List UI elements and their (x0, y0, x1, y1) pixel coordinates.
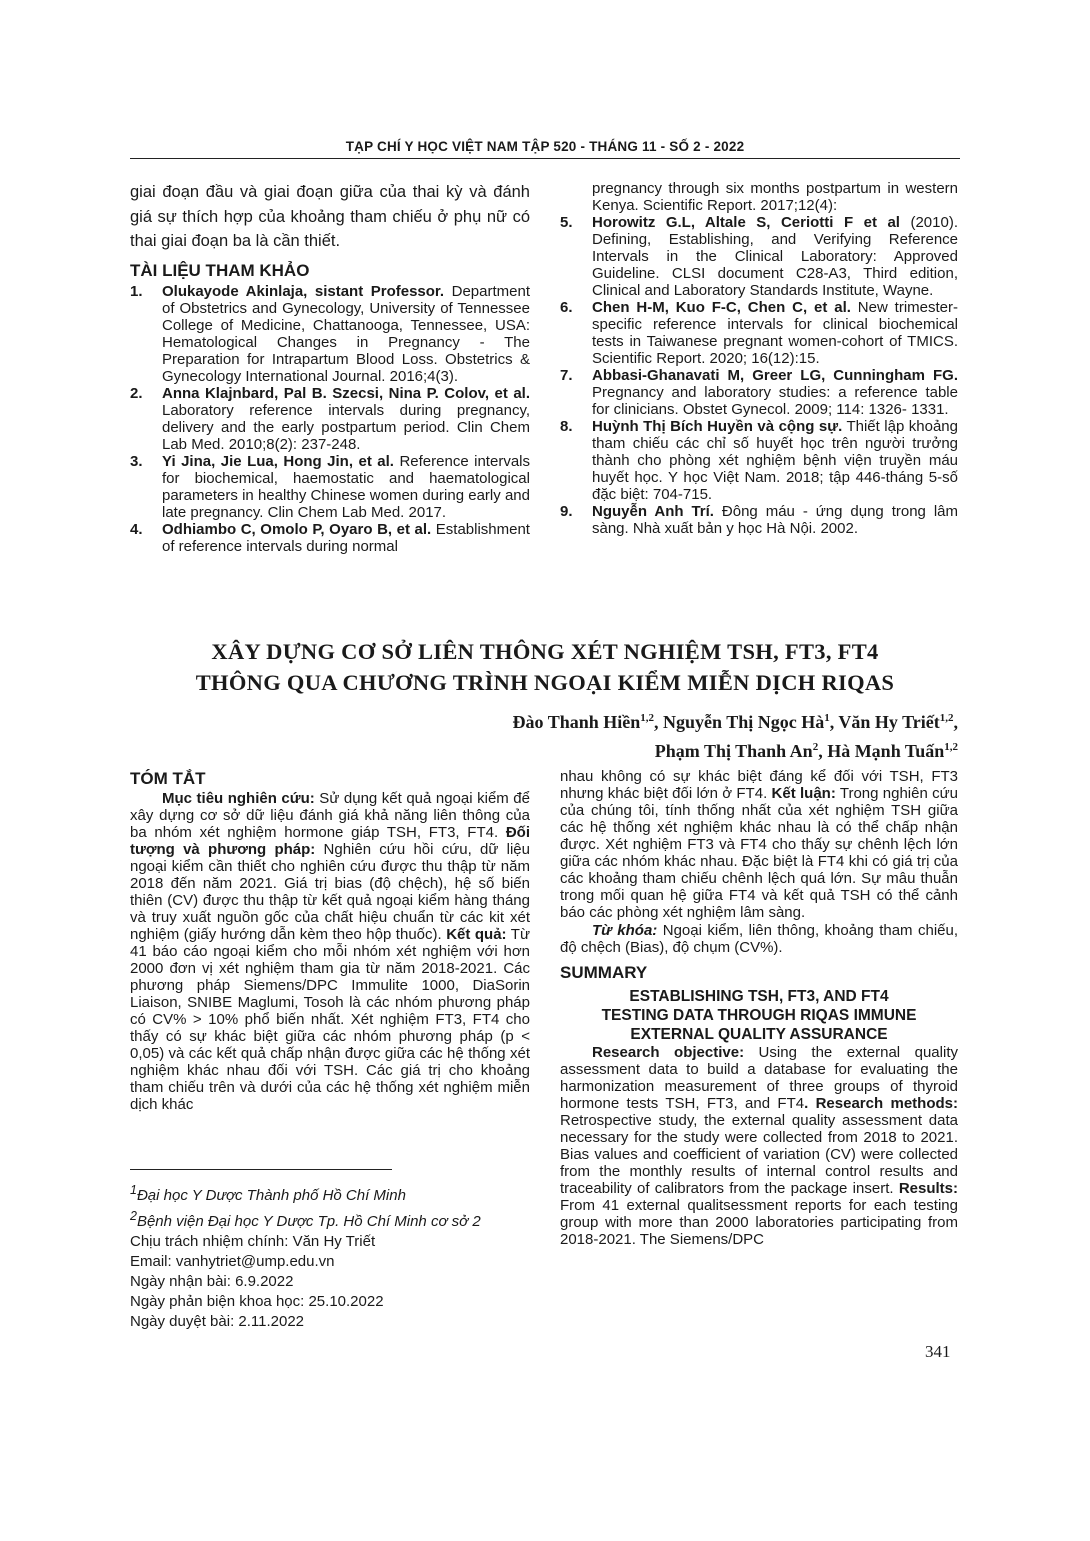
reference-authors: Huỳnh Thị Bích Huyền và cộng sự. (592, 418, 843, 435)
summary-results-text: From 41 external qualitsessment reports for each testing group with more than 2000 laboratories participating from 2018-2021. The Siemens/DPC (560, 1197, 958, 1248)
footnote-rule (130, 1169, 392, 1170)
summary-subtitle-line: TESTING DATA THROUGH RIQAS IMMUNE (601, 1007, 917, 1024)
accepted-date: Ngày duyệt bài: 2.11.2022 (130, 1313, 305, 1330)
reference-number: 2. (130, 384, 143, 402)
author-list (258, 706, 958, 764)
reference-item (130, 521, 530, 555)
reference-item (560, 299, 958, 367)
reference-authors: Nguyễn Anh Trí. (592, 503, 714, 520)
reference-item (560, 214, 958, 299)
summary-objective-label: Research objective: (592, 1044, 745, 1061)
reference-authors: Yi Jina, Jie Lua, Hong Jin, et al. (162, 452, 394, 470)
conclusion-label: Kết luận: (771, 785, 836, 802)
author-affiliation: 2 (812, 741, 819, 753)
author-separator: , (953, 712, 958, 732)
reference-text: Establishment of reference intervals during normal (162, 520, 530, 555)
summary-methods-text: Retrospective study, the external quality assessment data necessary for the study were collected from 2018 to 2021. Bias values and coefficient of variation (CV) were collected from the monthly results of internal control results and traceability of calibrators from the package insert. (560, 1112, 958, 1197)
header-rule (130, 158, 960, 159)
journal-header: TẠP CHÍ Y HỌC VIỆT NAM TẬP 520 - THÁNG 11 - SỐ 2 - 2022 (345, 139, 745, 154)
reference-number: 1. (130, 282, 143, 300)
reference-number: 7. (560, 367, 573, 384)
email: Email: vanhytriet@ump.edu.vn (130, 1253, 335, 1270)
reference-text: Reference intervals for biochemical, haemostatic and haematological parameters in healthy Chinese women during early and late pregnancy. Clin Chem Lab Med. 2017. (162, 452, 530, 521)
reference-number: 9. (560, 503, 573, 520)
results-label: Kết quả: (446, 926, 507, 943)
summary-subtitle-line: ESTABLISHING TSH, FT3, AND FT4 (629, 988, 889, 1005)
reference-text: Laboratory reference intervals during pregnancy, delivery and the early postpartum period. Clin Chem Lab Med. 2010;8(2): 237-248. (162, 401, 530, 453)
keywords-label: Từ khóa: (592, 922, 658, 939)
reference-item (130, 453, 530, 521)
affiliation-1-sup: 1 (130, 1183, 137, 1197)
reference-continuation: pregnancy through six months postpartum in western Kenya. Scientific Report. 2017;12(4): (592, 180, 958, 214)
reference-text: Đông máu - ứng dụng trong lâm sàng. Nhà xuất bản y học Hà Nội. 2002. (592, 503, 958, 537)
summary-subtitle-line: EXTERNAL QUALITY ASSURANCE (630, 1026, 888, 1043)
author-separator: , (829, 712, 839, 732)
upper-right-column (560, 180, 958, 537)
results-continuation-text: nhau không có sự khác biệt đáng kể đối với TSH, FT3 nhưng khác biệt đối lớn ở FT4. (560, 768, 958, 802)
reference-number: 5. (560, 214, 573, 231)
summary-subtitle (560, 987, 958, 1044)
methods-text: Nghiên cứu hồi cứu, dữ liệu ngoại kiểm cần thiết cho nghiên cứu được thu thập từ năm 2018 đến năm 2021. Giá trị bias (độ chệch), hệ số biến thiên (CV) được thu thập từ kết quả ngoại kiểm hàng tháng và truy xuất nguồn gốc của chất hiệu chuẩn từ các kit xét nghiệm (giấy hướng dẫn kèm theo hộp thuốc). (130, 841, 530, 943)
reference-item (130, 283, 530, 385)
article-title (130, 636, 960, 698)
author-separator: , (654, 712, 664, 732)
reference-number: 8. (560, 418, 573, 435)
reference-authors: Olukayode Akinlaja, sistant Professor. (162, 282, 445, 300)
conclusion-text: Trong nghiên cứu của chúng tôi, tính thống nhất của xét nghiệm TSH giữa các hệ thống xét nghiệm khác nhau là có thể chấp nhận được. Xét nghiệm FT3 và FT4 cho thấy sự chênh lệch lớn giữa các nhóm khác nhau. Đặc biệt là FT4 khi có giá trị của các khoảng tham chiếu chênh lệch quá lớn. Sự mâu thuẫn trong mối quan hệ giữa FT4 và kết quả TSH có thể cảnh báo các phòng xét nghiệm lâm sàng. (560, 785, 958, 921)
author-name: Văn Hy Triết (838, 712, 940, 732)
footnotes (130, 1180, 550, 1332)
page-number: 341 (925, 1342, 951, 1361)
affiliation-2: $^2$Bệnh viện Đại học Y Dược Tp. Hồ Chí Minh cơ sở 2 (130, 1209, 481, 1230)
reference-authors: Horowitz G.L, Altale S, Ceriotti F et al (592, 214, 900, 231)
abstract-right-column (560, 768, 958, 1248)
summary-paragraph (560, 1044, 958, 1248)
references-title: TÀI LIỆU THAM KHẢO (130, 260, 310, 280)
author-affiliation: 1,2 (944, 741, 958, 753)
objective-label: Mục tiêu nghiên cứu: (162, 790, 315, 807)
reference-authors: Odhiambo C, Omolo P, Oyaro B, et al. (162, 520, 432, 538)
objective-text: Sử dụng kết quả ngoại kiểm để xây dựng cơ sở dữ liệu đánh giá khả năng liên thông của ba nhóm xét nghiệm hormone giáp TSH, FT3, FT4. (130, 790, 530, 841)
keywords-paragraph (560, 922, 958, 956)
reference-item (560, 503, 958, 537)
summary-methods-label: . Research methods: (804, 1095, 958, 1112)
methods-label: Đối tượng và phương pháp: (130, 824, 530, 858)
upper-left-column (130, 180, 530, 555)
reference-authors: Chen H-M, Kuo F-C, Chen C, et al. (592, 299, 851, 316)
reference-text: Department of Obstetrics and Gynecology, University of Tennessee College of Medicine, Chattanooga, Tennessee, USA: Hematological Changes in Pregnancy - The Preparation for Intrapartum Blood Loss. Obstetrics & Gynecology International Journal. 2016;4(3). (162, 282, 530, 385)
abstract-vi-column (130, 770, 530, 1113)
reference-text: Thiết lập khoảng tham chiếu các chỉ số huyết học trên người trưởng thành cho phòng xét nghiệm bệnh viện truyền máu huyết học. Y học Việt Nam. 2018; tập 446-tháng 5-số đặc biệt: 704-715. (592, 418, 958, 503)
reference-item (130, 385, 530, 453)
summary-objective-text: Using the external quality assessment data to build a database for evaluating the harmonization measurement of three groups of thyroid hormone tests TSH, FT3, and FT4 (560, 1044, 958, 1112)
intro-tail-paragraph: giai đoạn đầu và giai đoạn giữa của thai kỳ và đánh giá sự thích hợp của khoảng tham chiếu ở phụ nữ có thai giai đoạn ba là cần thiết. (130, 183, 530, 250)
received-date: Ngày nhận bài: 6.9.2022 (130, 1273, 294, 1290)
reference-item (560, 418, 958, 503)
reference-authors: Anna Klajnbard, Pal B. Szecsi, Nina P. Colov, et al. (162, 384, 530, 402)
author-name: Nguyễn Thị Ngọc Hà (663, 712, 825, 732)
reference-number: 3. (130, 452, 143, 470)
reference-number: 4. (130, 520, 143, 538)
affiliation-2-sup: 2 (130, 1209, 137, 1223)
author-separator: , (818, 741, 828, 761)
keywords-text: Ngoại kiểm, liên thông, khoảng tham chiếu, độ chệch (Bias), độ chụm (CV%). (560, 922, 958, 956)
review-date: Ngày phản biện khoa học: 25.10.2022 (130, 1293, 384, 1310)
author-affiliation: 1,2 (640, 712, 655, 724)
article-title-line: XÂY DỰNG CƠ SỞ LIÊN THÔNG XÉT NGHIỆM TSH, FT3, FT4 (211, 639, 879, 664)
summary-results-label: Results: (898, 1180, 958, 1197)
reference-text: Pregnancy and laboratory studies: a reference table for clinicians. Obstet Gynecol. 2009; 114: 1326- 1331. (592, 384, 958, 418)
abstract-vi-title: TÓM TẮT (130, 769, 206, 788)
author-name: Phạm Thị Thanh An (654, 741, 813, 761)
reference-text: (2010). Defining, Establishing, and Verifying Reference Intervals in the Clinical Laboratory: Approved Guideline. CLSI document C28-A3, Third edition, Clinical and Laboratory Standards Institute, Wayne. (592, 214, 958, 299)
author-name: Hà Mạnh Tuấn (827, 741, 945, 761)
affiliation-1: $^1$Đại học Y Dược Thành phố Hồ Chí Minh (130, 1183, 406, 1204)
reference-item (560, 367, 958, 418)
author-affiliation: 1,2 (939, 712, 954, 724)
results-text: Từ 41 báo cáo ngoại kiểm cho mỗi nhóm xét nghiệm với hơn 2000 đơn vị xét nghiệm tham gia từ năm 2018-2021. Các phương pháp Siemens/DPC Immulite 1000, DiaSorin Liaison, SNIBE Maglumi, Tosoh là các nhóm phương pháp có CV% > 10% phổ biến nhất. Xét nghiệm FT3, FT4 cho thấy có sự khác biệt giữa các nhóm phương pháp (p < 0,05) và các kết quả chấp nhận được giữa các hệ thống xét nghiệm khác nhau đối với TSH. Các giá trị cho khoảng tham chiếu trên và dưới của các hệ thống xét nghiệm miễn dịch khác (130, 926, 530, 1113)
reference-text: New trimester-specific reference intervals for clinical biochemical tests in Taiwanese pregnant women-cohort of TMICS. Scientific Report. 2020; 16(12):15. (592, 299, 958, 367)
reference-authors: Abbasi-Ghanavati M, Greer LG, Cunningham FG. (592, 367, 958, 384)
abstract-vi-paragraph (130, 790, 530, 1113)
corresponding-author: Chịu trách nhiệm chính: Văn Hy Triết (130, 1233, 376, 1250)
summary-title: SUMMARY (560, 963, 648, 982)
abstract-vi-continuation (560, 768, 958, 921)
author-name: Đào Thanh Hiền (512, 712, 641, 732)
article-title-line: THÔNG QUA CHƯƠNG TRÌNH NGOẠI KIỂM MIỄN DỊCH RIQAS (195, 670, 895, 695)
author-affiliation: 1 (824, 712, 830, 724)
reference-number: 6. (560, 299, 573, 316)
